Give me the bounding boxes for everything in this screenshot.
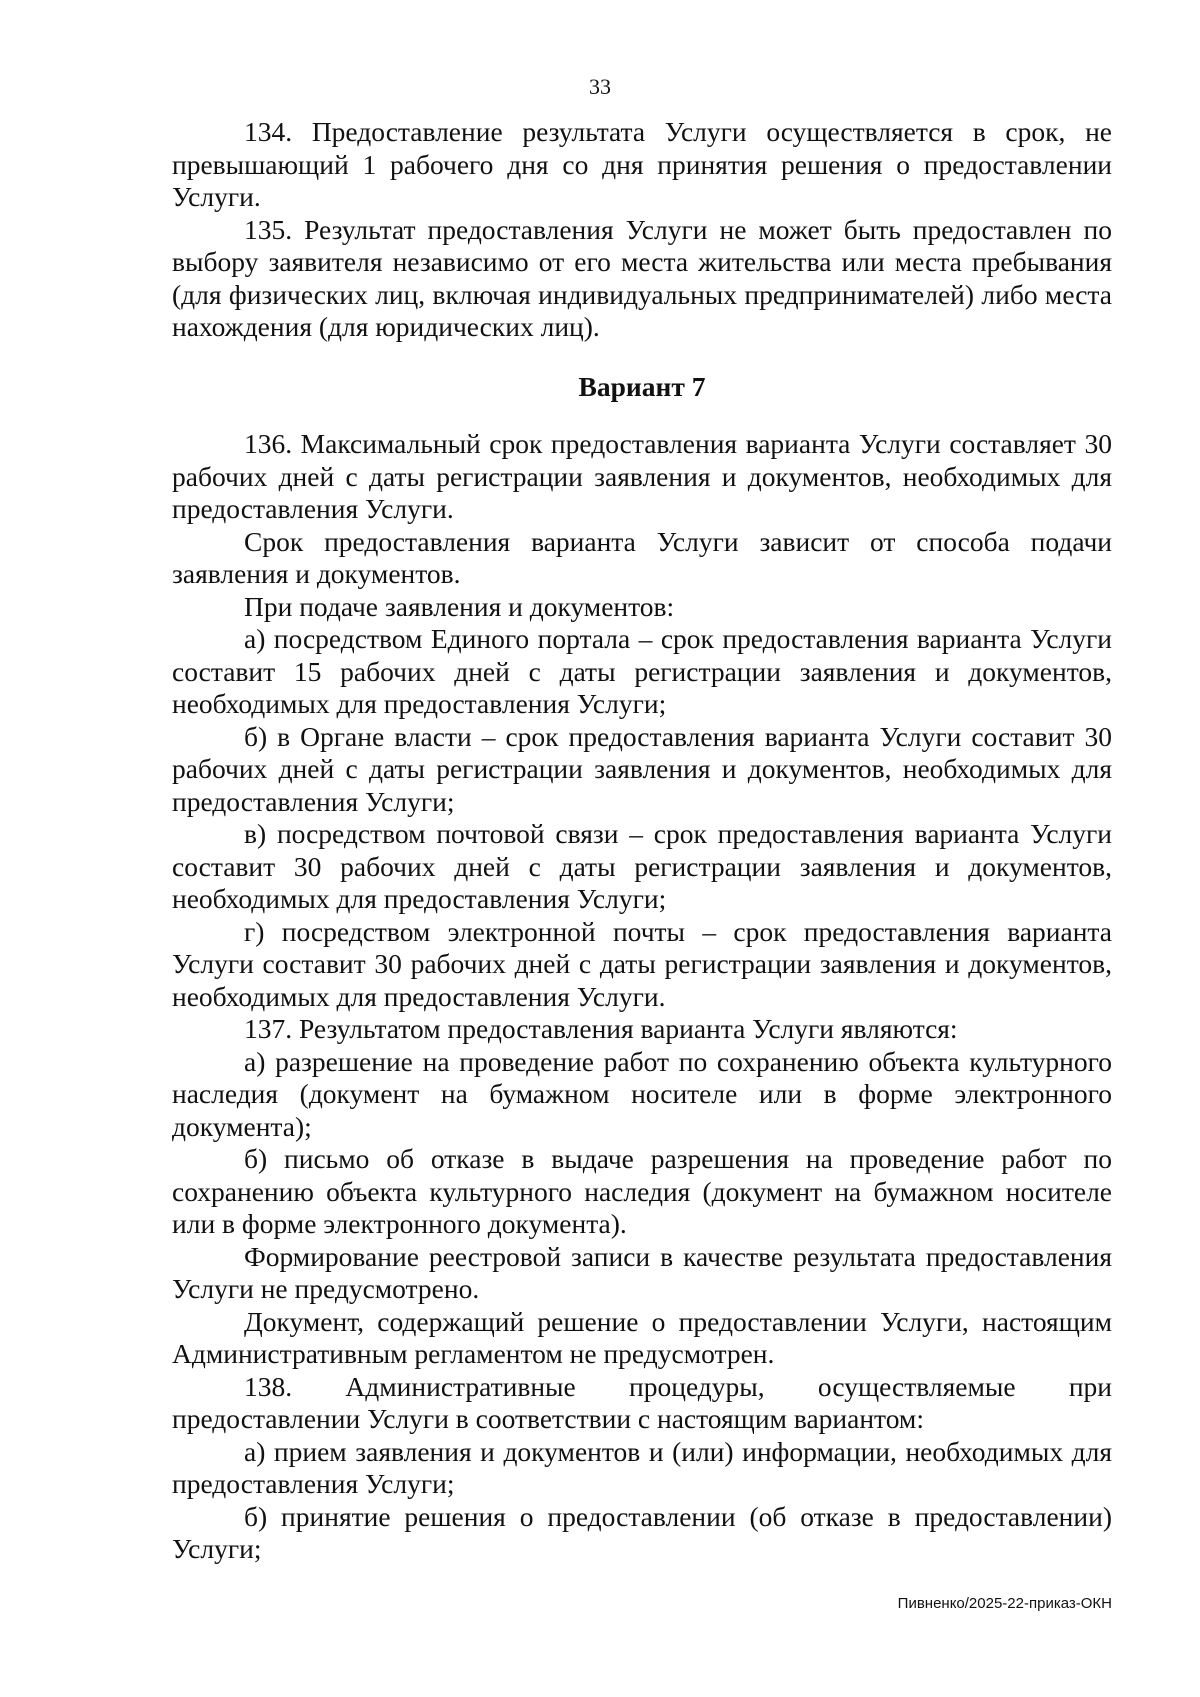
section-heading: Вариант 7: [578, 370, 706, 402]
document-footer-code: Пивненко/2025-22-приказ-ОКН: [897, 1595, 1112, 1612]
paragraph-137: 137. Результатом предоставления варианта Услуги являются:: [244, 1013, 958, 1044]
list-item-b-decision: б) принятие решения о предоставлении (об отказе в предоставлении) Услуги;: [172, 1500, 1112, 1564]
paragraph-138-first-line: 138. Административные процедуры, осуществляемые при: [244, 1370, 1112, 1402]
list-item-a-portal: а) посредством Единого портала – срок предоставления варианта Услуги составит 15 рабочих дней с даты регистрации заявления и документов, необходимых для предоставления Услуги;: [172, 623, 1112, 719]
paragraph-registry-record: Формирование реестровой записи в качестве результата предоставления Услуги не предусмотрено.: [172, 1240, 1112, 1304]
paragraph-134: 134. Предоставление результата Услуги осуществляется в срок, не превышающий 1 рабочего дня со дня принятия решения о предоставлении Услуги.: [172, 116, 1112, 212]
paragraph-submission-intro: При подаче заявления и документов:: [244, 590, 675, 622]
list-item-b-authority: б) в Органе власти – срок предоставления варианта Услуги составит 30 рабочих дней с даты регистрации заявления и документов, необходимых для предоставления Услуги;: [172, 720, 1112, 817]
list-item-a-permit: а) разрешение на проведение работ по сохранению объекта культурного наследия (документ на бумажном носителе или в форме электронного документа);: [172, 1045, 1112, 1142]
list-item-b-refusal: б) письмо об отказе в выдаче разрешения на проведение работ по сохранению объекта культурного наследия (документ на бумажном носителе или в форме электронного документа).: [172, 1143, 1112, 1239]
list-item-g-email: г) посредством электронной почты – срок предоставления варианта Услуги составит 30 рабочих дней с даты регистрации заявления и документов, необходимых для предоставления Услуги.: [172, 915, 1112, 1012]
list-item-v-post: в) посредством почтовой связи – срок предоставления варианта Услуги составит 30 рабочих дней с даты регистрации заявления и документов, необходимых для предоставления Услуги;: [172, 818, 1112, 914]
paragraph-136: 136. Максимальный срок предоставления варианта Услуги составляет 30 рабочих дней с даты регистрации заявления и документов, необходимых для предоставления Услуги.: [172, 428, 1112, 524]
list-item-a-reception: а) прием заявления и документов и (или) информации, необходимых для предоставления Услуги;: [172, 1435, 1112, 1499]
paragraph-135: 135. Результат предоставления Услуги не может быть предоставлен по выбору заявителя независимо от его места жительства или места пребывания (для физических лиц, включая индивидуальных предпринимателей) либо места нахождения (для юридических лиц).: [172, 213, 1112, 342]
page-number: 33: [589, 74, 611, 99]
paragraph-decision-document: Документ, содержащий решение о предоставлении Услуги, настоящим Административным регламентом не предусмотрен.: [172, 1305, 1112, 1369]
document-body: [172, 116, 1112, 1566]
paragraph-term-depends: Срок предоставления варианта Услуги зависит от способа подачи заявления и документов.: [172, 525, 1112, 589]
paragraph-138-continuation: предоставлении Услуги в соответствии с настоящим вариантом:: [172, 1403, 924, 1434]
